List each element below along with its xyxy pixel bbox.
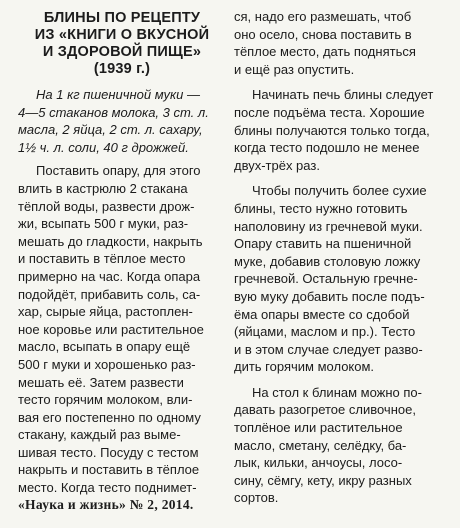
text-line: давать разогретое сливочное,: [234, 402, 416, 418]
text-line: и ещё раз опустить.: [234, 61, 355, 77]
text-line: после подъёма теста. Хорошие: [234, 104, 425, 120]
text-line: шивая тесто. Посуду с тестом: [18, 444, 199, 460]
text-line: хар, сырые яйца, растоплен-: [18, 304, 193, 320]
text-line: мешать её. Затем развести: [18, 374, 184, 390]
text-line: ся, надо его размешать, чтоб: [234, 9, 412, 24]
text-line: лык, кильки, анчоусы, лосо-: [234, 455, 403, 471]
text-line: место. Когда тесто поднимет-: [18, 480, 197, 496]
text-line: муке, добавив столовую ложку: [234, 253, 421, 269]
text-line: масла, 2 яйца, 2 ст. л. сахару,: [18, 122, 203, 138]
title-line: ИЗ «КНИГИ О ВКУСНОЙ: [34, 27, 210, 43]
text-line: тёплой воды, развести дрож-: [18, 198, 195, 214]
paragraph-baking: [234, 86, 448, 174]
text-line: Опару ставить на пшеничной: [234, 236, 412, 252]
text-line: жи, всыпать 500 г муки, раз-: [18, 216, 189, 232]
text-line: 500 г муки и хорошенько раз-: [18, 356, 196, 372]
text-line: тёплое место, дать подняться: [234, 44, 416, 60]
ingredients-paragraph: [18, 86, 226, 156]
text-line: масло, всыпать в опару ещё: [18, 339, 191, 355]
paragraph-preparation: [18, 162, 226, 496]
text-line: и в этом случае следует разво-: [234, 341, 423, 357]
text-line: сину, сёмгу, кету, икру разных: [234, 472, 412, 488]
text-line: подойдёт, прибавить соль, са-: [18, 286, 201, 302]
article-title: [18, 10, 226, 78]
text-line: сортов.: [234, 490, 279, 506]
text-line: вая его постепенно по одному: [18, 409, 201, 425]
source-citation: «Наука и жизнь» № 2, 2014.: [18, 497, 194, 512]
text-line: и поставить в тёплое место: [18, 251, 186, 267]
text-line: Начинать печь блины следует: [252, 87, 434, 103]
title-line: БЛИНЫ ПО РЕЦЕПТУ: [43, 10, 201, 26]
title-line: И ЗДОРОВОЙ ПИЩЕ»: [42, 44, 202, 60]
text-line: ное коровье или растительное: [18, 321, 204, 337]
text-line: накрыть и поставить в тёплое: [18, 462, 200, 478]
text-line: оно осело, снова поставить в: [234, 26, 412, 42]
text-line: ёма опары вместе со сдобой: [234, 306, 410, 322]
text-line: когда тесто подошло не менее: [234, 140, 420, 156]
paragraph-buckwheat: [234, 182, 448, 376]
left-column: [18, 10, 226, 497]
text-line: примерно на час. Когда опара: [18, 268, 201, 284]
text-line: гречневой. Остальную гречне-: [234, 271, 418, 287]
text-line: Чтобы получить более сухие: [252, 183, 427, 199]
text-line: блины, тесто нужно готовить: [234, 200, 408, 216]
text-line: масло, сметану, селёдку, ба-: [234, 437, 407, 453]
text-line: Поставить опару, для этого: [36, 163, 201, 179]
text-line: На 1 кг пшеничной муки —: [36, 87, 200, 102]
text-line: влить в кастрюлю 2 стакана: [18, 180, 188, 196]
text-line: блины получаются только тогда,: [234, 122, 430, 138]
text-line: наполовину из гречневой муки.: [234, 218, 423, 234]
right-column: [234, 8, 448, 507]
text-line: мешать до гладкости, накрыть: [18, 233, 203, 249]
text-line: 1½ ч. л. соли, 40 г дрожжей.: [18, 139, 189, 155]
text-line: стакану, каждый раз выме-: [18, 427, 181, 443]
text-line: дить горячим молоком.: [234, 359, 375, 375]
text-line: На стол к блинам можно по-: [252, 384, 422, 400]
text-line: тесто горячим молоком, вли-: [18, 392, 193, 408]
text-line: (яйцами, маслом и пр.). Тесто: [234, 324, 416, 340]
paragraph-serving: [234, 384, 448, 507]
text-line: 4—5 стаканов молока, 3 ст. л.: [18, 104, 209, 120]
paragraph-preparation-continued: [234, 8, 448, 78]
text-line: двух-трёх раз.: [234, 157, 320, 173]
text-line: топлёное или растительное: [234, 420, 403, 436]
text-line: вую муку добавить после подъ-: [234, 288, 425, 304]
title-year: (1939 г.): [93, 61, 151, 77]
